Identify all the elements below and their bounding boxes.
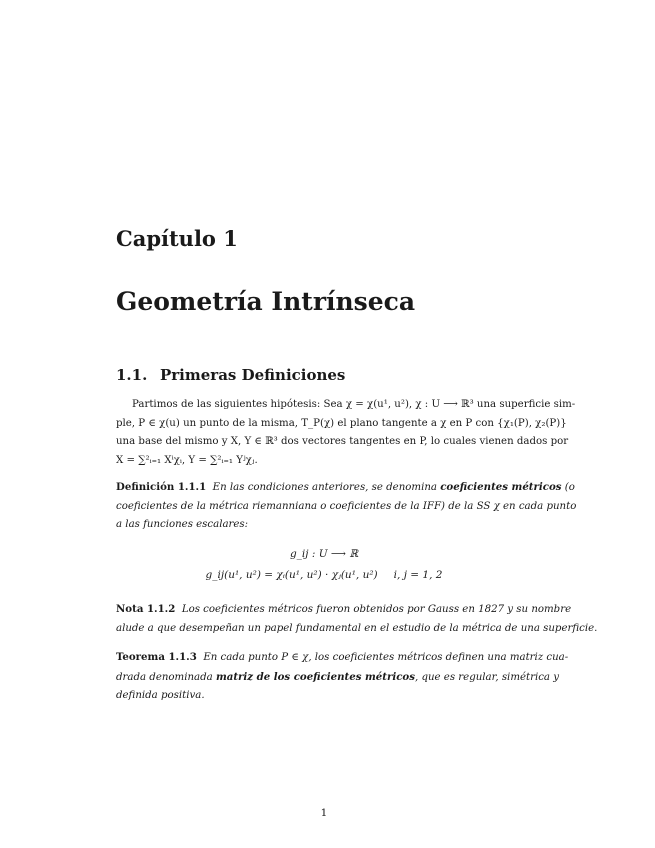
note-block [116, 600, 598, 638]
definition-line-3: a las funciones escalares: [116, 519, 249, 530]
note-line-1 [116, 600, 572, 620]
intro-line-1: Partimos de las siguientes hipótesis: Sea χ = χ(u¹, u²), χ : U ⟶ ℝ³ una superficie sim- [132, 399, 576, 410]
theorem-term: matriz de los coeficientes métricos [215, 670, 415, 683]
section-heading [116, 366, 345, 384]
definition-text-1: En las condiciones anteriores, se denomina [212, 482, 437, 493]
theorem-text-2-end: , que es regular, simétrica y [414, 671, 560, 683]
equation-2-body: g_ij(u¹, u²) = χᵢ(u¹, u²) · χⱼ(u¹, u²) [205, 569, 378, 581]
theorem-text-2-start: drada denominada [116, 671, 213, 683]
section-number: 1.1. [116, 366, 148, 384]
note-text-1: Los coeficientes métricos fueron obtenidos por Gauss en 1827 y su nombre [181, 604, 572, 615]
theorem-line-2 [116, 668, 560, 688]
definition-label: Definición 1.1.1 [116, 481, 207, 493]
theorem-label: Teorema 1.1.3 [116, 651, 197, 663]
note-line-2: alude a que desempeñan un papel fundamental en el estudio de la métrica de una superficie. [116, 622, 598, 634]
chapter-label: Capítulo 1 [116, 226, 238, 251]
chapter-title: Geometría Intrínseca [116, 287, 416, 316]
theorem-line-3: definida positiva. [116, 690, 205, 701]
section-title: Primeras Definiciones [160, 366, 346, 384]
definition-block [116, 478, 577, 535]
note-label: Nota 1.1.2 [116, 603, 176, 615]
intro-line-3: una base del mismo y X, Y ∈ ℝ³ dos vectores tangentes en P, lo cuales vienen dados por [116, 436, 569, 447]
definition-text-1-end: (o [564, 482, 575, 493]
definition-line-2: coeficientes de la métrica riemanniana o coeficientes de la IFF) de la SS χ en cada punto [116, 500, 577, 512]
intro-line-4: X = ∑²ᵢ₌₁ Xⁱχᵢ, Y = ∑²ᵢ₌₁ Yʲχⱼ. [116, 454, 258, 466]
theorem-text-1: En cada punto P ∈ χ, los coeficientes métricos definen una matriz cua- [203, 652, 569, 663]
definition-line-1 [116, 478, 575, 498]
intro-paragraph [116, 396, 576, 470]
theorem-block [116, 648, 569, 706]
page-number: 1 [320, 807, 328, 819]
equation-1: g_ij : U ⟶ ℝ [289, 548, 359, 560]
intro-line-2: ple, P ∈ χ(u) un punto de la misma, T_P(χ) el plano tangente a χ en P con {χ₁(P), χ₂(P)} [116, 417, 567, 429]
equation-2 [116, 569, 532, 581]
equation-2-condition: i, j = 1, 2 [393, 569, 443, 581]
theorem-line-1 [116, 648, 569, 668]
definition-term: coeficientes métricos [440, 481, 562, 493]
